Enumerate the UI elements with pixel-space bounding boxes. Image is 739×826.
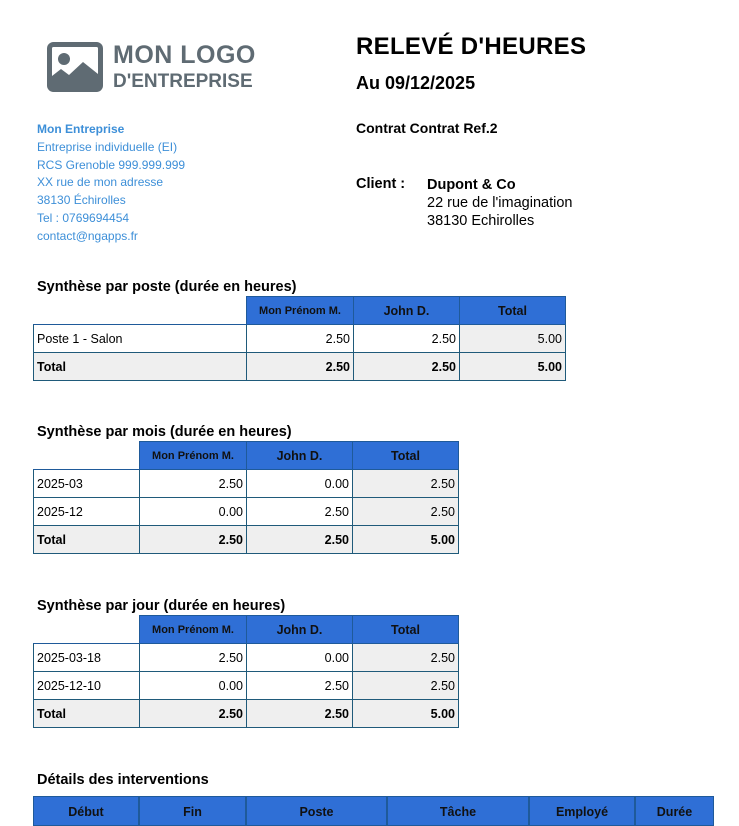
row-label: 2025-12 xyxy=(34,498,140,526)
cell-value: 2.50 xyxy=(354,353,460,381)
row-label: 2025-12-10 xyxy=(34,672,140,700)
section-title-by-post: Synthèse par poste (durée en heures) xyxy=(37,279,297,295)
cell-value: 2.50 xyxy=(247,353,354,381)
table-by-day xyxy=(33,615,459,728)
client-name: Dupont & Co xyxy=(427,177,516,193)
cell-value: 2.50 xyxy=(247,700,353,728)
row-label: 2025-03-18 xyxy=(34,644,140,672)
table-total-row xyxy=(34,353,566,381)
cell-value: 0.00 xyxy=(247,644,353,672)
table-by-month xyxy=(33,441,459,554)
table-total-row xyxy=(34,700,459,728)
cell-value: 0.00 xyxy=(140,672,247,700)
company-email: contact@ngapps.fr xyxy=(37,228,138,243)
table-header-row xyxy=(34,297,566,325)
cell-value: 2.50 xyxy=(247,526,353,554)
cell-value: 2.50 xyxy=(247,672,353,700)
client-label: Client : xyxy=(356,176,406,192)
company-info xyxy=(37,121,185,246)
table-header-row xyxy=(34,442,459,470)
row-label: Poste 1 - Salon xyxy=(34,325,247,353)
cell-value: 2.50 xyxy=(140,470,247,498)
company-rcs: RCS Grenoble 999.999.999 xyxy=(37,157,186,172)
col-header-start: Début xyxy=(33,796,139,826)
cell-total: 2.50 xyxy=(353,644,459,672)
cell-value: 2.50 xyxy=(140,700,247,728)
col-header: Mon Prénom M. xyxy=(140,616,247,644)
table-row xyxy=(34,470,459,498)
cell-total: 2.50 xyxy=(353,498,459,526)
company-phone: Tel : 0769694454 xyxy=(37,210,130,225)
row-label: Total xyxy=(34,700,140,728)
cell-value: 0.00 xyxy=(140,498,247,526)
cell-value: 2.50 xyxy=(140,526,247,554)
table-row xyxy=(34,325,566,353)
cell-total: 5.00 xyxy=(460,353,566,381)
cell-value: 2.50 xyxy=(140,644,247,672)
table-header-row xyxy=(34,616,459,644)
row-label: Total xyxy=(34,526,140,554)
image-placeholder-icon xyxy=(47,42,103,92)
company-city: 38130 Échirolles xyxy=(37,193,126,208)
col-header-employee: Employé xyxy=(529,796,635,826)
table-row xyxy=(34,672,459,700)
col-header: John D. xyxy=(247,442,353,470)
logo-line2: D'ENTREPRISE xyxy=(113,71,253,92)
col-header: Total xyxy=(353,616,459,644)
section-title-by-month: Synthèse par mois (durée en heures) xyxy=(37,424,292,440)
document-title: RELEVÉ D'HEURES xyxy=(356,33,587,60)
contract-reference: Contrat Contrat Ref.2 xyxy=(356,120,498,136)
table-row xyxy=(34,498,459,526)
company-legal-form: Entreprise individuelle (EI) xyxy=(37,139,178,154)
table-row xyxy=(34,644,459,672)
cell-total: 5.00 xyxy=(460,325,566,353)
cell-value: 2.50 xyxy=(247,325,354,353)
cell-value: 2.50 xyxy=(247,498,353,526)
row-label: 2025-03 xyxy=(34,470,140,498)
document-date: Au 09/12/2025 xyxy=(356,73,476,93)
section-title-details: Détails des interventions xyxy=(37,772,209,788)
cell-total: 2.50 xyxy=(353,470,459,498)
company-name: Mon Entreprise xyxy=(37,122,125,136)
client-address: 22 rue de l'imagination xyxy=(427,195,573,211)
col-header: Mon Prénom M. xyxy=(140,442,247,470)
cell-total: 5.00 xyxy=(353,526,459,554)
col-header: John D. xyxy=(354,297,460,325)
col-header: Mon Prénom M. xyxy=(247,297,354,325)
cell-value: 0.00 xyxy=(247,470,353,498)
cell-value: 2.50 xyxy=(354,325,460,353)
client-block xyxy=(356,176,572,230)
col-header-end: Fin xyxy=(139,796,246,826)
col-header-task: Tâche xyxy=(387,796,529,826)
details-table-header xyxy=(33,796,714,826)
row-label: Total xyxy=(34,353,247,381)
col-header: Total xyxy=(460,297,566,325)
col-header-post: Poste xyxy=(246,796,387,826)
company-logo xyxy=(47,42,256,92)
table-total-row xyxy=(34,526,459,554)
logo-line1: MON LOGO xyxy=(113,41,256,69)
section-title-by-day: Synthèse par jour (durée en heures) xyxy=(37,598,286,614)
table-by-post xyxy=(33,296,566,381)
col-header-duration: Durée xyxy=(635,796,714,826)
company-address: XX rue de mon adresse xyxy=(37,175,164,190)
cell-total: 2.50 xyxy=(353,672,459,700)
cell-total: 5.00 xyxy=(353,700,459,728)
col-header: John D. xyxy=(247,616,353,644)
col-header: Total xyxy=(353,442,459,470)
client-city: 38130 Echirolles xyxy=(427,213,535,229)
